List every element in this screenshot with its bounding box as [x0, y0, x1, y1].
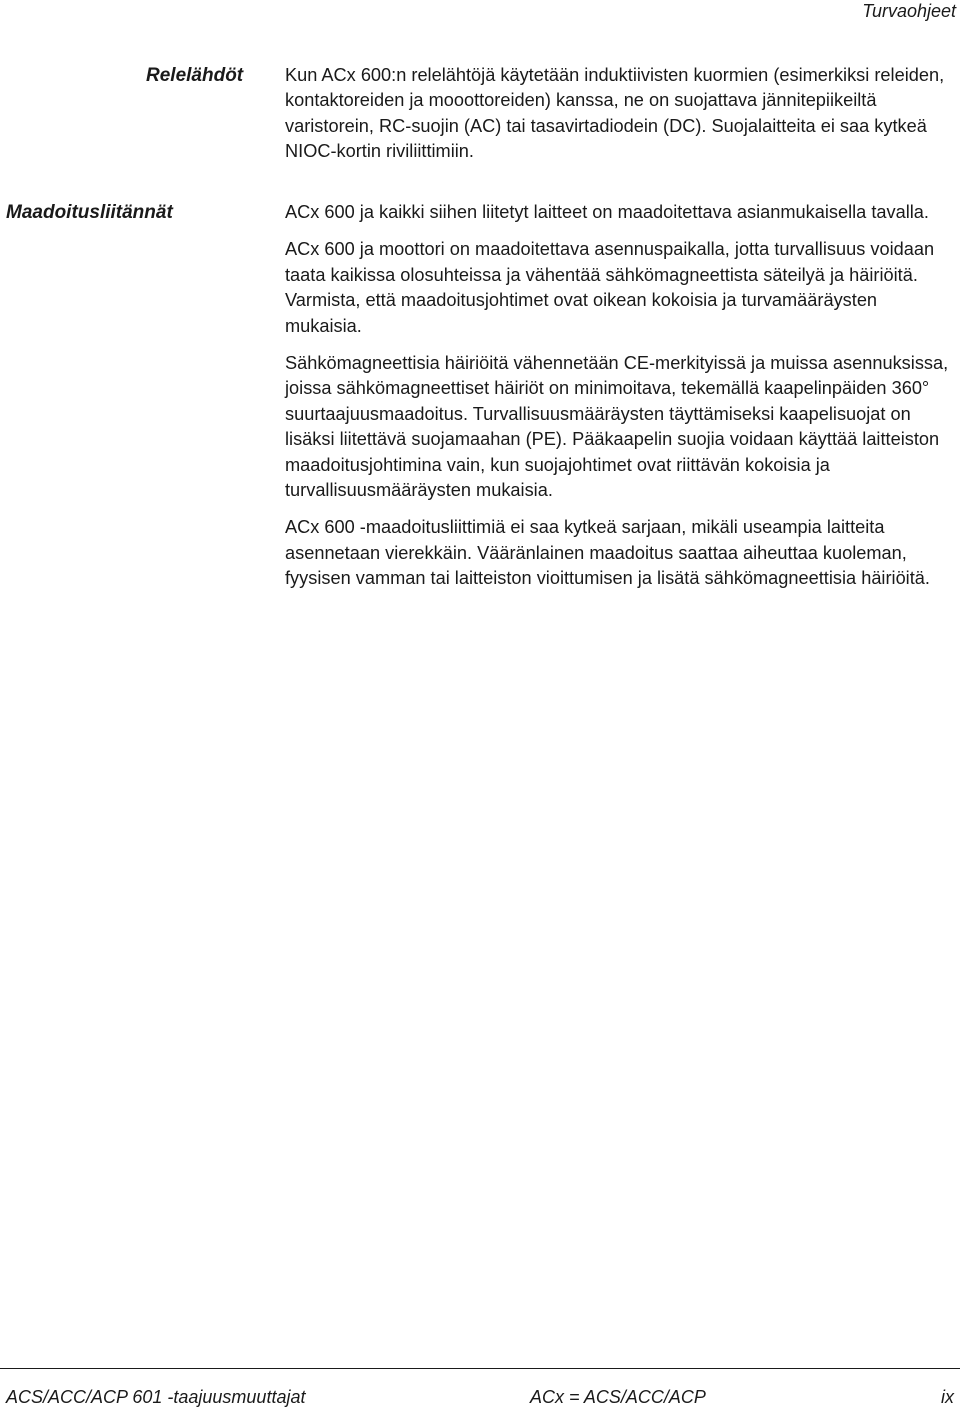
footer-page-number: ix — [941, 1387, 954, 1407]
section-body-relay-outputs — [285, 63, 955, 165]
footer-document-title: ACS/ACC/ACP 601 -taajuusmuuttajat — [6, 1387, 306, 1407]
paragraph: Sähkömagneettisia häiriöitä vähennetään CE-merkityissä ja muissa asennuksissa, joissa sähkömagneettiset häiriöt on minimoitava, tekemällä kaapelinpäiden 360° suurtaajuusmaadoitus. Turvallisuusmääräysten täyttämiseksi kaapelisuojat on lisäksi liitettävä suojamaahan (PE). Pääkaapelin suojia voidaan käyttää laitteiston maadoitusjohtimina vain, kun suojajohtimet ovat riittävän kokoisia ja turvallisuusmääräysten mukaisia. — [285, 353, 949, 501]
header-title: Turvaohjeet — [862, 1, 956, 21]
footer-abbreviation-note: ACx = ACS/ACC/ACP — [530, 1387, 706, 1407]
paragraph: ACx 600 -maadoitusliittimiä ei saa kytkeä sarjaan, mikäli useampia laitteita asennetaan vierekkäin. Vääränlainen maadoitus saattaa aiheuttaa kuoleman, fyysisen vamman tai laitteiston vioittumisen ja lisätä sähkömagneettisia häiriöitä. — [285, 517, 930, 589]
section-heading-grounding: Maadoitusliitännät — [6, 202, 173, 223]
footer-divider — [0, 1368, 960, 1369]
section-body-grounding — [285, 200, 955, 592]
paragraph: ACx 600 ja kaikki siihen liitetyt laitteet on maadoitettava asianmukaisella tavalla. — [285, 202, 929, 222]
paragraph: Kun ACx 600:n relelähtöjä käytetään induktiivisten kuormien (esimerkiksi releiden, kontaktoreiden ja mooottoreiden) kanssa, ne on suojattava jännitepiikeiltä varistorein, RC-suojin (AC) tai tasavirtadiodein (DC). Suojalaitteita ei saa kytkeä NIOC-kortin riviliittimiin. — [285, 65, 945, 162]
paragraph: ACx 600 ja moottori on maadoitettava asennuspaikalla, jotta turvallisuus voidaan taata kaikissa olosuhteissa ja vähentää sähkömagneettista säteilyä ja häiriöitä. Varmista, että maadoitusjohtimet ovat oikean kokoisia ja turvamääräysten mukaisia. — [285, 239, 935, 336]
section-heading-relay-outputs: Relelähdöt — [146, 65, 244, 86]
